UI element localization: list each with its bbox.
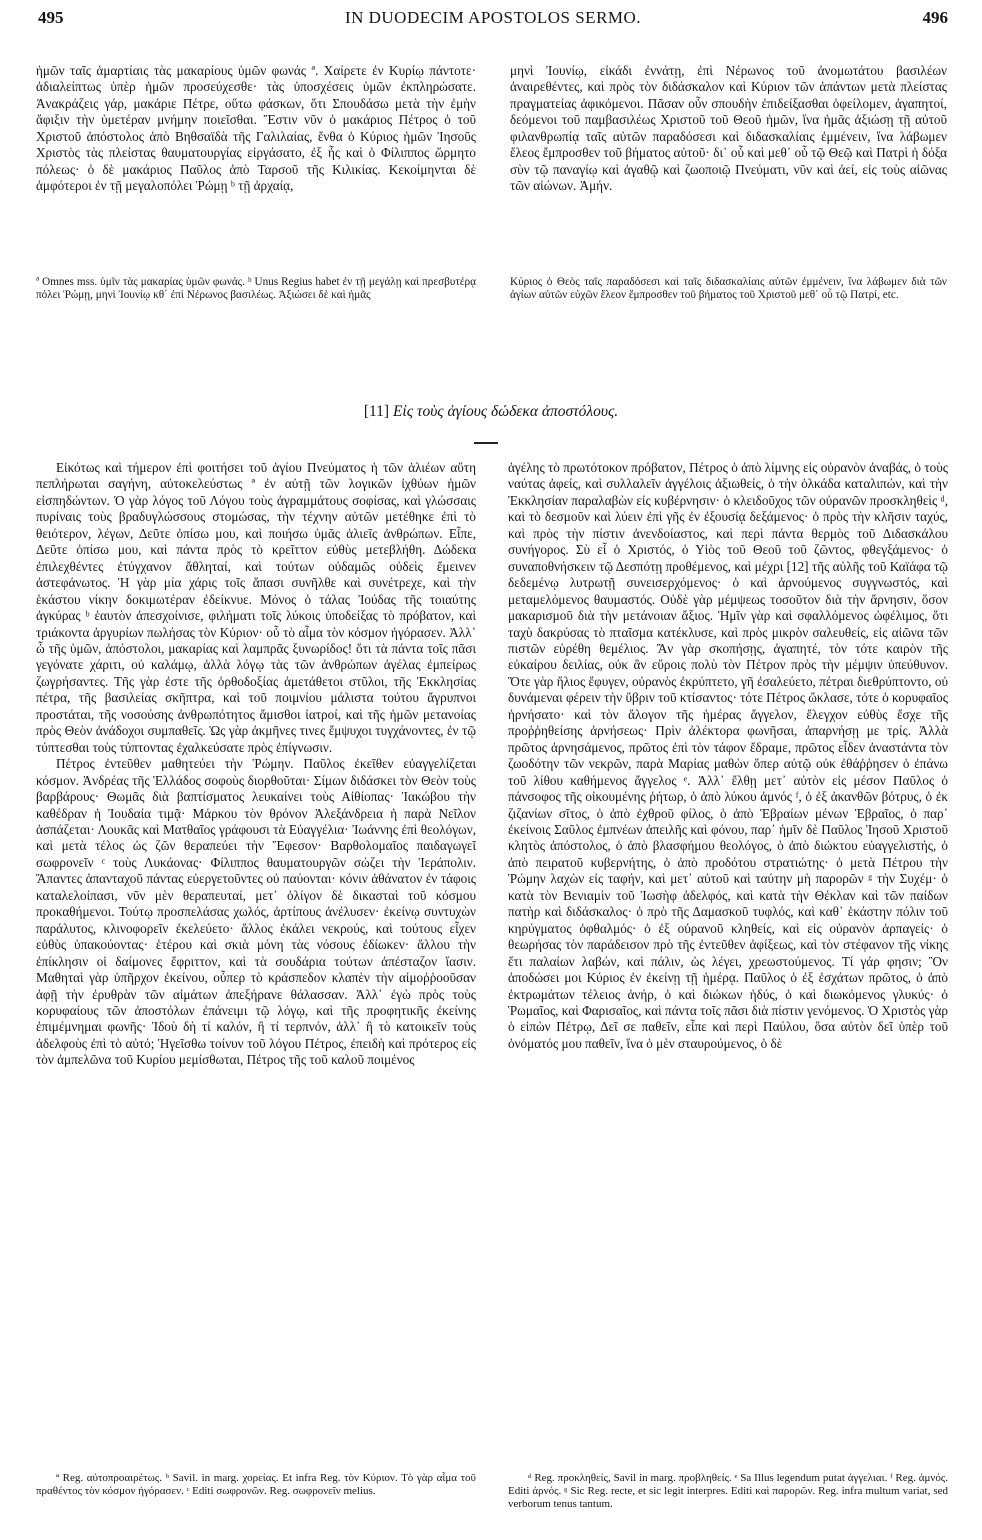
heading-dash	[474, 442, 498, 444]
body-left-paragraph-2: Πέτρος ἐντεῦθεν μαθητεύει τὴν Ῥώμην. Παῦλος ἐκεῖθεν εὐαγγελίζεται κόσμον. Ἀνδρέας τῆς Ἑλλάδος σοφοὺς διορθοῦται· Σίμων διδάσκει τὸν Θεὸν τοὺς βαρβάρους· Θωμᾶς διὰ βαπτίσματος λευκαίνει τοὺς Αἰθίοπας· Ἰακώβου τὴν καθέδραν ἡ Ἰουδαία τιμᾷ· Μάρκου τὸν θρόνον Ἀλεξάνδρεια ἡ παρὰ Νεῖλον ἀσπάζεται· Λουκᾶς καὶ Ματθαῖος γράφουσι τὰ Εὐαγγέλια· Ἰωάννης ἐπὶ θεολόγων, καὶ μετὰ τέλος ὡς ζῶν θεραπεύει τὴν Ἔφεσον· Βαρθολομαῖος παιδαγωγεῖ σωφρονεῖν ᶜ τοὺς Λυκάονας· Φίλιππος θαυματουργῶν σώζει τὴν Ἱεράπολιν. Ἅπαντες ἁπανταχοῦ πάντας εὐεργετοῦντες οὐ παύονται· κόνιν ἀθάνατον ἐν τάφοις καταλελοίπασι, νῦν μὲν θεραπευταί, μετ᾽ ὀλίγον δὲ δικασταὶ τοῦ κόσμου προκαθήμενοι. Τούτῳ προσπελάσας χωλός, ἀρτίπους ἀνέλυσεν· ἐκείνῳ συντυχὼν παράλυτος, κλινοφορεῖν ἐκελεύετο· ἄλλος ἐκάλει νεκρούς, καὶ τούτους εἶχεν εὐθὺς ὑπακούοντας· ἑτέρου καὶ σκιὰ μόνη τὰς νόσους ἐδίωκεν· ἄλλου τὴν ἐπίκλησιν οἱ δαίμονες ἔφριττον, καὶ τὰ σουδάρια τούτων ἀπέσταζον ἴασιν. Μαθηταὶ γὰρ ὑπῆρχον ἐκείνου, οὗπερ τὸ κράσπεδον κλαπὲν τὴν αἱμοῤῥοοῦσαν ἀφῇ τὴν ἐρυθρὰν τῶν αἱμάτων ἀπεξήρανε θάλασσαν. Ἀλλ᾽ ἐγὼ πρὸς τοὺς κορυφαίους τῶν ἀποστόλων ἐπάνειμι τῷ λόγῳ, καὶ τῆς προφητικῆς ἐκείνης ἐπιμέμνημαι φωνῆς· Ἰδοὺ δὴ τί καλόν, ἢ τί τερπνόν, ἀλλ᾽ ἢ τὸ κατοικεῖν τοὺς ἀδελφοὺς ἐπὶ τὸ αὐτό; Ἡγεῖσθω τοίνυν τοῦ λόγου Πέτρος, ἐπειδὴ καὶ πρότερος εἰς τὸν ἀμπελῶνα τοῦ Κυρίου μεμίσθωται, Πέτρος τῆς τοῦ καλοῦ ποιμένος	[36, 756, 476, 1068]
footnotes-left	[36, 1472, 476, 1534]
page-header	[38, 8, 948, 32]
section-number: [11]	[363, 403, 390, 420]
footnotes-left-text: ª Reg. αὐτοπροαιρέτως. ᵇ Savil. in marg. χορείας. Et infra Reg. τὸν Κύριον. Τὸ γὰρ αἷμα τοῦ πραθέντος τὸν κόσμον ἠγόρασεν. ᶜ Editi σωφρονῶν. Reg. σωφρονεῖν melius.	[36, 1472, 476, 1497]
page-number-right: 496	[922, 8, 948, 27]
top-right-text: μηνὶ Ἰουνίῳ, εἰκάδι ἐννάτῃ, ἐπὶ Νέρωνος τοῦ ἀνομωτάτου βασιλέων ἀναιρεθέντες, καὶ πρὸς τὸν διδάσκαλον καὶ Κύριον τῶν ἁπάντων μετὰ πλείστας πραγματείας ἀφικόμενοι. Πᾶσαν οὖν σπουδὴν ἐπιδείξασθαι ὀφείλομεν, ἀγαπητοί, δεόμενοι τοῦ παμβασιλέως Χριστοῦ τοῦ Θεοῦ ἡμῶν, ἵνα ἡμᾶς ἀξιώσῃ τῇ αὐτοῦ φιλανθρωπίᾳ ταῖς αὐτῶν παραδόσεσι καὶ διδασκαλίαις ἐμμένειν, ἵνα λάβωμεν ἔλεος ἔμπροσθεν τοῦ βήματος αὐτοῦ· δι᾽ οὗ καὶ μεθ᾽ οὗ τῷ Θεῷ καὶ Πατρὶ ἡ δόξα σὺν τῷ παναγίῳ καὶ ἀγαθῷ καὶ ζωοποιῷ Πνεύματι, νῦν καὶ ἀεί, εἰς τοὺς αἰῶνας τῶν αἰώνων. Ἀμήν.	[510, 63, 947, 194]
top-right-notes	[510, 276, 947, 332]
body-left-column	[36, 460, 476, 1460]
top-left-notes	[36, 276, 476, 332]
top-left-column	[36, 63, 476, 265]
body-left-paragraph-1: Εἰκότως καὶ τήμερον ἐπὶ φοιτήσει τοῦ ἁγίου Πνεύματος ἡ τῶν ἁλιέων αὕτη πεπλήρωται σαγήνη, αὐτοκελεύστως ª ἐν αὐτῇ τῶν λογικῶν ἰχθύων ἡμῶν εἰσπηδώντων. Ὁ γὰρ λόγος τοῦ Λόγου τοὺς ἀγραμμάτους σοφίσας, καὶ γλώσσαις πυρίναις τοὺς βραδυγλώσσους στομώσας, τὴν τέχνην αὐτῶν μετέθηκε ἐπὶ τὸ θειότερον, λέγων, Δεῦτε ὀπίσω μου, καὶ ποιήσω ὑμᾶς ἁλιεῖς ἀνθρώπων. Εἶπε, Δεῦτε ὀπίσω μου, καὶ πάντα πρὸς τὸ κρεῖττον εὐθὺς μετεβλήθη. Δώδεκα ἐπιλεχθέντες ἐτύγχανον ἄθληταί, καὶ τούτων οὐδαμῶς οὐδεὶς ἔμεινεν ἀστεφάνωτος. Ἡ γὰρ μία χάρις τοῖς ἅπασι συνῆλθε καὶ συνέτρεχε, καὶ τὴν ἑκάστου νίκην δοκιμωτέραν ἐδείκνυε. Μόνος ὁ τάλας Ἰούδας τῆς τοιαύτης ἀγκύρας ᵇ ἑαυτὸν ἀπεσχοίνισε, φιλήματι τοῖς λύκοις ὑποδείξας τὸ πρόβατον, καὶ τριάκοντα ἀργυρίων πωλήσας τὸν Κύριον· οὗ τὸ αἷμα τὸν κόσμον ἠγόρασεν. Ἀλλ᾽ ὦ τῆς ὑμῶν, ἀπόστολοι, μακαρίας καὶ λαμπρᾶς ξυνωρίδος! ὅτι τὰ πάντα τοῖς πᾶσι γεγόνατε χάριτι, οὐ καλάμῳ, ἀλλὰ λόγῳ τὰς τῶν ἀνθρώπων ἀγέλας ἐμπείρως ζωγρήσαντες. Τῆς γὰρ ἐστε τῆς ὀρθοδοξίας ἀμετάθετοι στῦλοι, τῆς Ἐκκλησίας πέτρα, τῆς βασιλείας σκῆπτρα, καὶ τοῦ ποιμνίου μάλιστα τούτου ἄγρυπνοι προστάται, τῆς νοσούσης ἀνθρωπότητος ἄμισθοι ἰατροί, καὶ τῆς ἡμῶν μετανοίας πρὸς Θεὸν ἀνάδοχοι συμπαθεῖς. Ὡς γὰρ ἀκμῆνες τινες ἔμψυχοι τυγχάνοντες, ἐν τῷ τύπτεσθαι τοὺς τύπτοντας ἐχαλκεύσατε πρὸς ἐπίγνωσιν.	[36, 460, 476, 755]
body-right-column	[508, 460, 948, 1460]
page-number-left: 495	[38, 8, 64, 27]
top-right-notes-text: Κύριος ὁ Θεὸς ταῖς παραδόσεσι καὶ ταῖς διδασκαλίαις αὐτῶν ἐμμένειν, ἵνα λάβωμεν διὰ τῶν ἁγίων αὐτῶν εὐχῶν ἔλεον ἔμπροσθεν τοῦ βήματος τοῦ Χριστοῦ μεθ᾽ οὗ τῷ Πατρί, etc.	[510, 276, 947, 302]
section-title: Εἰς τοὺς ἁγίους δώδεκα ἀποστόλους.	[392, 403, 619, 420]
top-right-column	[510, 63, 947, 263]
section-heading	[0, 403, 982, 421]
top-left-text: ἡμῶν ταῖς ἁμαρτίαις τὰς μακαρίους ὑμῶν φωνάς ª. Χαίρετε ἐν Κυρίῳ πάντοτε· ἀδιαλείπτως ὑπὲρ ἡμῶν προσεύχεσθε· τὰς ὑποσχέσεις ὑμῶν ἐκπληρώσατε. Ἀνακράζεις γάρ, μακάριε Πέτρε, οὕτω φάσκων, ὅτι Σπουδάσω μετὰ τὴν ἐμὴν ἄφιξιν τὴν ὑμετέραν μνήμην ποιεῖσθαι. Ἔστιν νῦν ὁ μακάριος Πέτρος ὁ τοῦ Χριστοῦ ἀπόστολος ἀπὸ Βηθσαϊδὰ τῆς Γαλιλαίας, ἔνθα ὁ Κύριος ἡμῶν Ἰησοῦς Χριστὸς τὰς πλείστας θαυματουργίας εἰργάσατο, ἐξ ἧς καὶ ὁ Φίλιππος ὥρμητο πόλεως· ὁ δὲ μακάριος Παῦλος ἀπὸ Ταρσοῦ τῆς Κιλικίας. Κεκοίμηνται δὲ ἀμφότεροι ἐν τῇ μεγαλοπόλει Ῥώμῃ ᵇ τῇ ἀρχαίᾳ,	[36, 63, 476, 194]
body-right-paragraph-1: ἀγέλης τὸ πρωτότοκον πρόβατον, Πέτρος ὁ ἀπὸ λίμνης εἰς οὐρανὸν ἀναβάς, ὁ τοὺς ναύτας ἀφείς, καὶ συλλαλεῖν ἀγγέλοις ἀξιωθείς, ὁ τὴν ὁλκάδα καταλιπών, καὶ τὴν Ἐκκλησίαν παραλαβὼν εἰς κυβέρνησιν· ὁ κλειδοῦχος τῶν οὐρανῶν προσκληθεὶς ᵈ, καὶ τὸ δεσμοῦν καὶ λύειν ἐπὶ γῆς ἐν ἐξουσίᾳ δεξάμενος· ὁ πρὸς τὴν κλῆσιν ταχύς, καὶ πρὸς τὴν πίστιν ἀνενδοίαστος, καὶ περὶ πάντα θερμὸς τοῦ Διδασκάλου συνήγορος. Σὺ εἶ ὁ Χριστός, ὁ Υἱὸς τοῦ Θεοῦ τοῦ ζῶντος, φθεγξάμενος· ὁ συναποθνήσκειν τῷ Δεσπότῃ προθέμενος, καὶ μέχρι [12] τῆς αὐλῆς τοῦ Καϊάφα τῷ δεδεμένῳ λυτρωτῇ συνεισερχόμενος· ὁ καὶ ἀρνούμενος συγγνωστός, καὶ μεταμελόμενος θαυμαστός. Οὐδὲ γὰρ μέμψεως τοσοῦτον διὰ τὴν ἄρνησιν, ὅσον μακαρισμοῦ διὰ τὴν μετάνοιαν ἄξιος. Ἡμῖν γὰρ καὶ σφαλλόμενος ὠφέλιμος, ὅτι ταχὺ δακρύσας τὸ πταῖσμα κατέκλυσε, καὶ πρὸς μικρὸν σαλευθείς, εἰς αἰῶνα τῶν πιστῶν εὑρέθη θεμέλιος. Ἂν γὰρ σκοπήσῃς, ἀγαπητέ, τὸν τότε καιρὸν τῆς εὐκαίρου δειλίας, οὐκ ἂν εὕροις πολὺ τὸν Πέτρον πρὸς τὴν μέμψιν ὑπεύθυνον. Ὅτε γὰρ ἥλιος ἔφυγεν, οὐρανὸς ἐκρύπτετο, γῆ ἐσαλεύετο, πέτραι διεθρύπτοντο, οὐ δυνάμεναι φέρειν τὴν ὕβριν τοῦ κτίσαντος· τότε Πέτρος ὤκλασε, τότε ὁ κορυφαῖος ἠρνήσατο· καὶ τὸν ἄλογον τῆς ἡμέρας ἄγγελον, ἔλεγχον εὐθὺς ἔσχε τῆς προῤῥηθείσης ἀρνήσεως· Πρὶν ἀλέκτορα φωνῆσαι, ἀπαρνήσῃ με τρίς. Ἀλλὰ πρῶτος ἀρνησάμενος, πρῶτος ἐπὶ τὸν τάφον ἔδραμε, πρῶτος εἶδεν ἀναστάντα τὸν ζωοδότην τῶν νεκρῶν, παρὰ Μαρίας μαθὼν ὅπερ αὐτῷ οὐκ ἐθάῤῥησεν ὁ ἐπάνω τοῦ λίθου καθήμενος ἄγγελος ᵉ. Ἀλλ᾽ ἔλθῃ μετ᾽ αὐτὸν εἰς μέσον Παῦλος ὁ πάνσοφος τῆς οἰκουμένης ῥήτωρ, ὁ ἀπὸ λύκου ἀμνός ᶠ, ὁ ἐξ ἀκανθῶν βότρυς, ὁ ἐκ ζιζανίων σῖτος, ὁ ἀπὸ ἐχθροῦ φίλος, ὁ ἀπὸ Ἑβραίων μένων Ἑβραῖος, ὁ παρ᾽ ἐκείνοις Σαῦλος ἐμπνέων ἀπειλῆς καὶ φόνου, παρ᾽ ἡμῖν δὲ Παῦλος Ἰησοῦ Χριστοῦ κλητὸς ἀπόστολος, ὁ ἀπὸ βλασφήμου θεολόγος, ὁ ἀπὸ διώκτου εὐαγγελιστής, ὁ ἀπὸ πειρατοῦ κυβερνήτης, ὁ ἀπὸ προδότου στρατιώτης· ὁ μετὰ Πέτρου τὴν Ῥώμην λαχὼν εἰς ταφήν, καὶ μετ᾽ αὐτοῦ καὶ ταύτην μὴ παρορῶν ᵍ τὴν Συχέμ· ὁ κατὰ τὸν Βενιαμὶν τοῦ Ἰωσὴφ ἀδελφός, καὶ κατὰ τὴν Θέκλαν καὶ τῶν παίδων πατὴρ καὶ διδάσκαλος· ὁ πρὸ τῆς Δαμασκοῦ τυφλός, καὶ καθ᾽ ἑκάστην πόλιν τοῦ κηρύγματος ὀφθαλμός· ὁ ἐξ οὐρανοῦ κληθείς, καὶ εἰς οὐρανὸν ἁρπαγείς· ὁ θεωρήσας τὸν παράδεισον πρὸ τῆς ἐντεῦθεν ἀφίξεως, καὶ τὸν στέφανον τῆς νίκης ἔτι παλαίων λαβών, καὶ πάλιν, ὡς λέγει, χρεωστούμενος. Τί γάρ φησιν; Ὃν ἀποδώσει μοι Κύριος ἐν ἐκείνῃ τῇ ἡμέρᾳ. Παῦλος ὁ ἐξ ἐσχάτων πρῶτος, ὁ ἀπὸ ἐκτρωμάτων τέλειος ἀνήρ, ὁ καὶ διώκων ἡδύς, ὁ καὶ διωκόμενος γλυκύς· ὁ Ῥωμαῖος, καὶ Φαρισαῖος, καὶ πάντα τοῖς πᾶσι διὰ πίστιν γενόμενος. Ὁ Χριστὸς γὰρ ὁ εἰπὼν Πέτρῳ, Δεῖ σε παθεῖν, εἶπε καὶ περὶ Παύλου, ὅσα αὐτὸν δεῖ ὑπὲρ τοῦ ὀνόματός μου παθεῖν, ἵνα ὁ μὲν σταυρούμενος, ὁ δὲ	[508, 460, 948, 1051]
running-title: IN DUODECIM APOSTOLOS SERMO.	[344, 8, 642, 27]
footnotes-right-text: ᵈ Reg. προκληθείς, Savil in marg. προβληθείς. ᵉ Sa Illus legendum putat ἀγγελιαι. ᶠ Reg. ἀμνός. Editi ἀρνός. ᵍ Sic Reg. recte, et sic legit interpres. Editi καὶ παρορῶν. Reg. infra multum variat, sed verborum tenus tantum.	[508, 1472, 948, 1510]
footnotes-right	[508, 1472, 948, 1534]
top-left-notes-text: ª Omnes mss. ὑμῖν τὰς μακαρίας ὑμῶν φωνάς. ᵇ Unus Regius habet ἐν τῇ μεγάλῃ καὶ πρεσβυτέρᾳ πόλει Ῥώμῃ, μηνὶ Ἰουνίῳ κθ΄ ἐπὶ Νέρωνος βασιλέως. Ἀξιώσει δὲ καὶ ἡμᾶς	[36, 276, 476, 302]
